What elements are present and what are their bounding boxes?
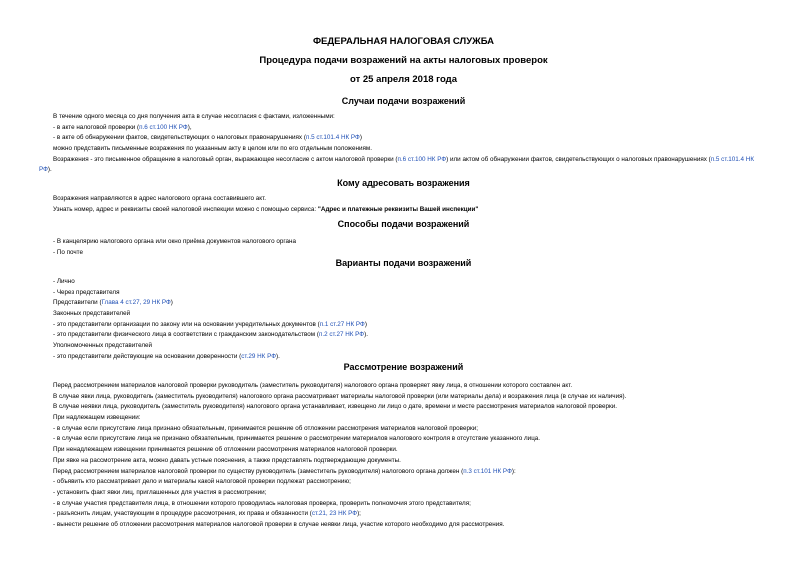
law-link[interactable]: п.6 ст.100 НК РФ bbox=[139, 123, 188, 131]
methods-item: - В канцелярию налогового органа или окно приёма документов налогового органа bbox=[53, 238, 297, 245]
option-line: - это представители физического лица в соответствии с гражданским законодательством (п.2 ст.27 НК РФ). bbox=[53, 331, 368, 339]
options-block bbox=[53, 277, 759, 363]
review-line: В случае явки лица, руководитель (заместитель руководителя) налогового органа рассматривает материалы налоговой проверки (или материалы дела) и возражения лица (в случае их наличия). bbox=[53, 392, 627, 400]
law-link[interactable]: ст.21, 23 НК РФ bbox=[311, 510, 358, 518]
heading-cases: Случаи подачи возражений bbox=[341, 96, 466, 106]
heading-methods: Способы подачи возражений bbox=[337, 219, 470, 229]
review-line: - в случае если присутствие лица не признано обязательным, принимается решение о рассмотрении материалов налогового контроля в отсутствие указанного лица. bbox=[53, 435, 541, 443]
option-line: Законных представителей bbox=[53, 310, 131, 318]
review-line: При надлежащем извещении: bbox=[53, 414, 141, 422]
cases-para-3: - в акте об обнаружении фактов, свидетельствующих о налоговых правонарушениях (п.5 ст.101.4 НК РФ) bbox=[53, 134, 362, 142]
methods-item: - По почте bbox=[53, 248, 83, 256]
law-link[interactable]: п.3 ст.101 НК РФ bbox=[463, 467, 512, 475]
review-line: - разъяснить лицам, участвующим в процедуре рассмотрения, их права и обязанности (ст.21, 23 НК РФ); bbox=[53, 510, 361, 518]
document-date: от 25 апреля 2018 года bbox=[350, 74, 457, 85]
law-link[interactable]: п.2 ст.27 НК РФ bbox=[318, 331, 365, 339]
option-line: - Через представителя bbox=[53, 288, 120, 296]
option-line: - Лично bbox=[53, 278, 75, 285]
cases-block bbox=[39, 112, 759, 174]
review-line: Перед рассмотрением материалов налоговой проверки руководитель (заместитель руководителя) налогового органа проверяет явку лица, в отношении которого составлен акт. bbox=[53, 382, 573, 389]
review-line: - в случае участия представителя лица, в отношении которого проводилась налоговая проверка, проверить полномочия этого представителя; bbox=[53, 499, 471, 507]
law-link[interactable]: Глава 4 ст.27, 29 НК РФ bbox=[101, 299, 171, 307]
cases-para-1: В течение одного месяца со дня получения акта в случае несогласия с фактами, изложенными: bbox=[53, 113, 335, 120]
option-line: Представители (Глава 4 ст.27, 29 НК РФ) bbox=[53, 299, 173, 307]
review-line: - установить факт явки лиц, приглашенных для участия в рассмотрении; bbox=[53, 488, 267, 496]
law-link[interactable]: п.5 ст.101.4 НК РФ bbox=[305, 134, 360, 142]
heading-addressee: Кому адресовать возражения bbox=[337, 178, 470, 188]
cases-para-4: можно представить письменные возражения по указанным акту в целом или по его отдельным положениям. bbox=[53, 145, 373, 153]
cases-para-2: - в акте налоговой проверки (п.6 ст.100 НК РФ), bbox=[53, 123, 192, 131]
heading-options: Варианты подачи возражений bbox=[335, 258, 472, 268]
addressee-block bbox=[53, 194, 759, 215]
review-block bbox=[53, 381, 759, 531]
addressee-para-2: Узнать номер, адрес и реквизиты своей налоговой инспекции можно с помощью сервиса: "Адрес и платежные реквизиты Вашей инспекции" bbox=[53, 205, 479, 213]
review-line: При ненадлежащем извещении принимается решение об отложении рассмотрения материалов налоговой проверки. bbox=[53, 446, 398, 454]
document-title: Процедура подачи возражений на акты налоговых проверок bbox=[259, 55, 548, 66]
review-line: В случае неявки лица, руководитель (заместитель руководителя) налогового органа устанавливает, извещено ли лицо о дате, времени и месте рассмотрения материалов налоговой проверки. bbox=[53, 403, 617, 411]
organization-title: ФЕДЕРАЛЬНАЯ НАЛОГОВАЯ СЛУЖБА bbox=[312, 36, 495, 47]
review-line: - объявить кто рассматривает дело и материалы какой налоговой проверки подлежат рассмотрению; bbox=[53, 478, 351, 486]
review-line: - в случае если присутствие лица признано обязательным, принимается решение об отложении рассмотрения материалов налоговой проверки; bbox=[53, 424, 478, 432]
law-link[interactable]: п.5 ст.101.4 НК РФ bbox=[39, 155, 754, 174]
option-line: - это представители действующие на основании доверенности (ст.29 НК РФ). bbox=[53, 352, 280, 360]
option-line: - это представители организации по закону или на основании учредительных документов (п.1 ст.27 НК РФ) bbox=[53, 320, 367, 328]
law-link[interactable]: п.1 ст.27 НК РФ bbox=[319, 320, 365, 328]
addressee-para-1: Возражения направляются в адрес налогового органа составившего акт. bbox=[53, 195, 267, 202]
cases-para-5: Возражения - это письменное обращение в налоговый орган, выражающее несогласие с актом налоговой проверки (п.6 ст.100 НК РФ) или актом об обнаружении фактов, свидетельствующих о налоговых правонарушениях (п.5 ст.101.4 НК РФ). bbox=[39, 155, 754, 174]
law-link[interactable]: п.6 ст.100 НК РФ bbox=[397, 155, 447, 163]
law-link[interactable]: ст.29 НК РФ bbox=[241, 352, 276, 360]
methods-block bbox=[53, 237, 759, 258]
heading-review: Рассмотрение возражений bbox=[343, 362, 464, 372]
review-line: При явке на рассмотрение акта, можно давать устные пояснения, а также представлять подтверждающие документы. bbox=[53, 456, 401, 464]
inspection-service-link[interactable]: "Адрес и платежные реквизиты Вашей инспекции" bbox=[317, 205, 479, 213]
review-line: Перед рассмотрением материалов налоговой проверки по существу руководитель (заместитель руководителя) налогового органа должен (п.3 ст.101 НК РФ): bbox=[53, 467, 516, 475]
review-line: - вынести решение об отложении рассмотрения материалов налоговой проверки в случае неявки лица, участие которого необходимо для рассмотрения. bbox=[53, 520, 505, 528]
option-line: Уполномоченных представителей bbox=[53, 342, 153, 350]
